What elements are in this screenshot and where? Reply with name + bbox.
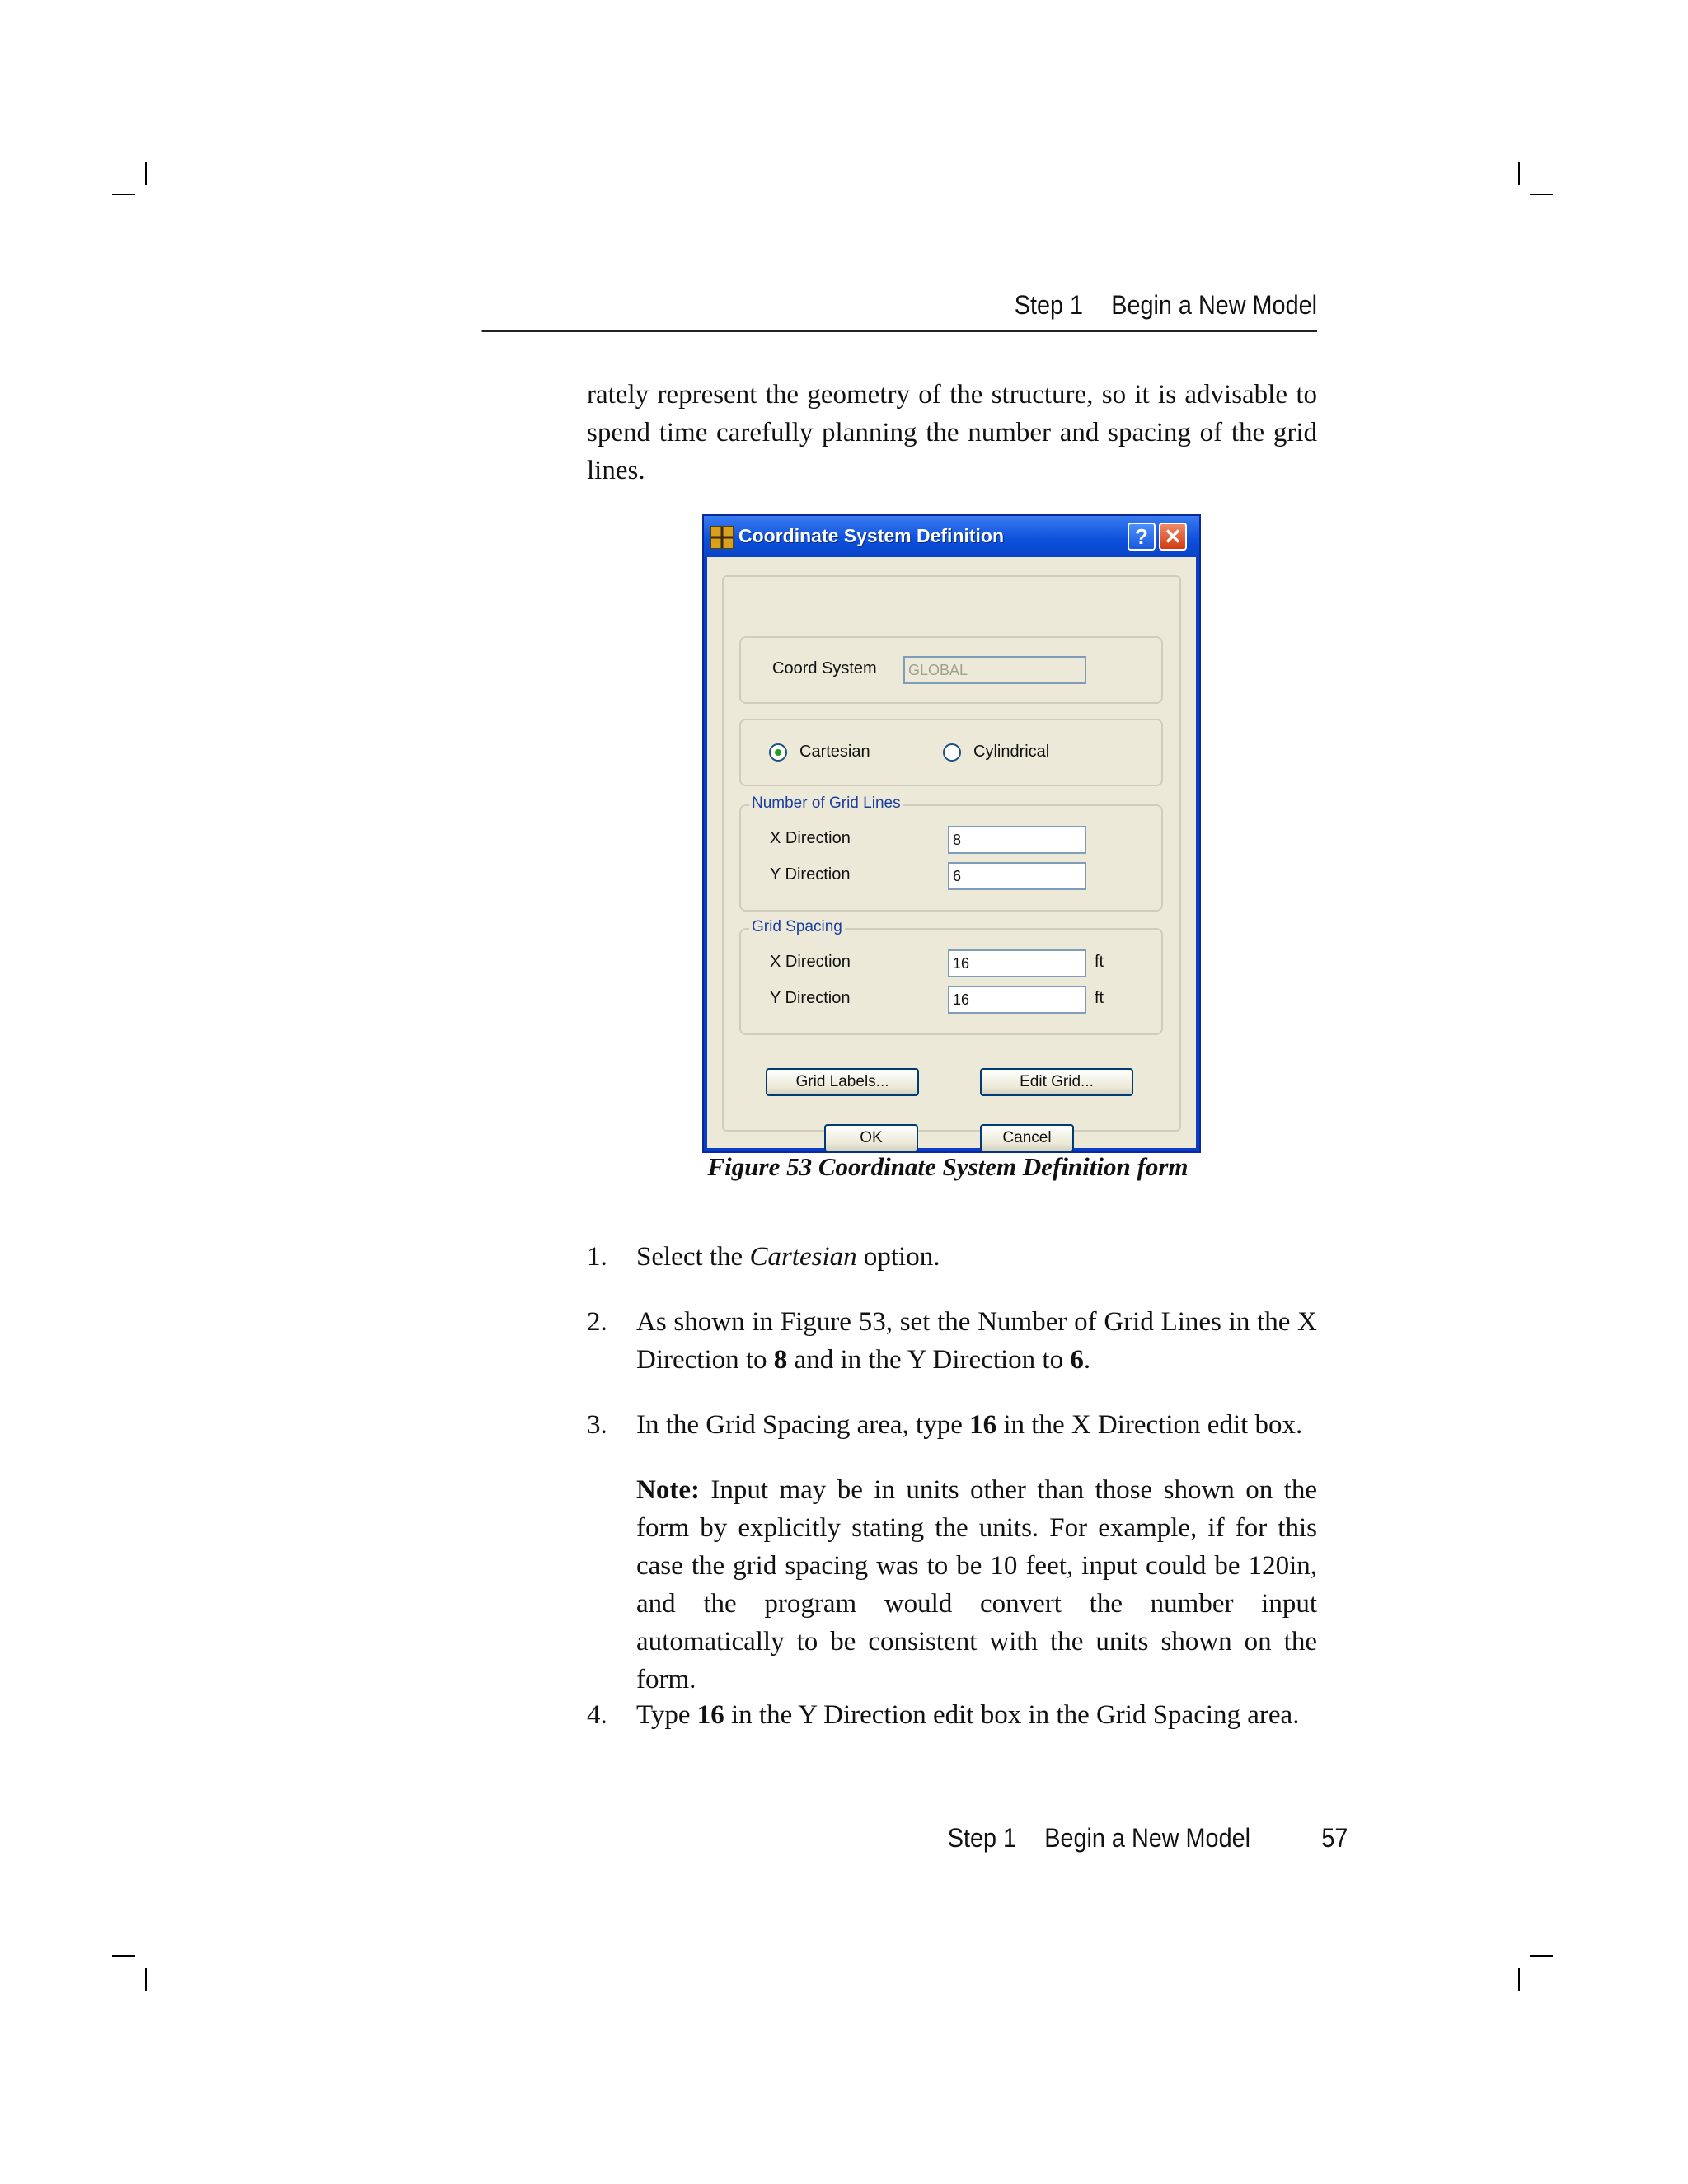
grid-lines-group [739,794,1163,912]
header-title: Begin a New Model [1111,290,1317,320]
dialog-title: Coordinate System Definition [738,525,1005,546]
question-icon: ? [1135,524,1148,549]
coord-system-field[interactable] [903,656,1086,684]
crop-mark-tl-v [145,162,147,185]
cartesian-radio[interactable] [769,743,787,762]
page-number: 57 [1321,1823,1348,1853]
crop-mark-br-h [1530,1955,1553,1957]
grid-labels-button[interactable]: Grid Labels... [766,1068,919,1096]
grid-lines-x-label: X Direction [770,829,851,847]
running-footer [947,1823,1348,1854]
note-paragraph: Note: Input may be in units other than those shown on the form by explicitly stating the units. For example, if for this case the grid spacing was to be 10 feet, input could be 120in, and the program would convert the number input automatically to be consistent with the units shown on the form. [636,1475,1317,1694]
step-4-number: 4. [587,1700,607,1730]
step-3-text: In the Grid Spacing area, type 16 in the X Direction edit box. [636,1410,1303,1440]
header-step: Step 1 [1014,290,1084,320]
running-header [482,290,1317,332]
cylindrical-radio[interactable] [943,743,961,762]
grid-lines-legend: Number of Grid Lines [749,794,903,813]
ok-button[interactable]: OK [824,1124,918,1152]
crop-mark-bl-v [145,1968,147,1991]
grid-spacing-y-input[interactable] [948,986,1086,1014]
crop-mark-tr-v [1518,162,1520,185]
close-icon: ✕ [1164,524,1182,549]
close-button[interactable] [1159,523,1187,551]
step-3-number: 3. [587,1410,607,1440]
grid-spacing-x-input[interactable] [948,949,1086,977]
grid-spacing-legend: Grid Spacing [749,918,845,936]
step-1-number: 1. [587,1242,607,1272]
grid-spacing-group [739,918,1163,1035]
grid-app-icon [710,526,734,549]
footer-step: Step 1 [947,1823,1017,1853]
cartesian-label: Cartesian [799,743,870,761]
grid-spacing-y-label: Y Direction [770,989,851,1007]
step-2-number: 2. [587,1307,607,1337]
grid-spacing-y-unit: ft [1095,989,1104,1007]
crop-mark-tr-h [1530,194,1553,195]
grid-lines-y-label: Y Direction [770,865,851,883]
step-1-text: Select the Cartesian option. [636,1242,940,1272]
grid-spacing-x-label: X Direction [770,953,851,971]
footer-title: Begin a New Model [1044,1823,1250,1853]
crop-mark-bl-h [112,1955,135,1957]
figure-caption: Figure 53 Coordinate System Definition form [707,1152,1189,1181]
edit-grid-button[interactable]: Edit Grid... [980,1068,1133,1096]
cancel-button[interactable]: Cancel [980,1124,1074,1152]
intro-paragraph: rately represent the geometry of the structure, so it is advisable to spend time carefully planning the number and spacing of the grid lines. [587,380,1317,485]
help-button[interactable] [1128,523,1156,551]
dialog-body [707,557,1196,1148]
coordinate-system-dialog [702,514,1201,1153]
grid-spacing-x-unit: ft [1095,953,1104,971]
dialog-title-bar[interactable] [704,516,1199,557]
cylindrical-label: Cylindrical [973,743,1050,761]
crop-mark-tl-h [112,194,135,195]
grid-lines-x-input[interactable] [948,826,1086,854]
crop-mark-br-v [1518,1968,1520,1991]
step-4-text: Type 16 in the Y Direction edit box in the Grid Spacing area. [636,1700,1300,1730]
coord-system-label: Coord System [772,659,877,677]
step-2-text: As shown in Figure 53, set the Number of Grid Lines in the X Direction to 8 and in the Y Direction to 6. [636,1307,1317,1375]
grid-lines-y-input[interactable] [948,862,1086,890]
